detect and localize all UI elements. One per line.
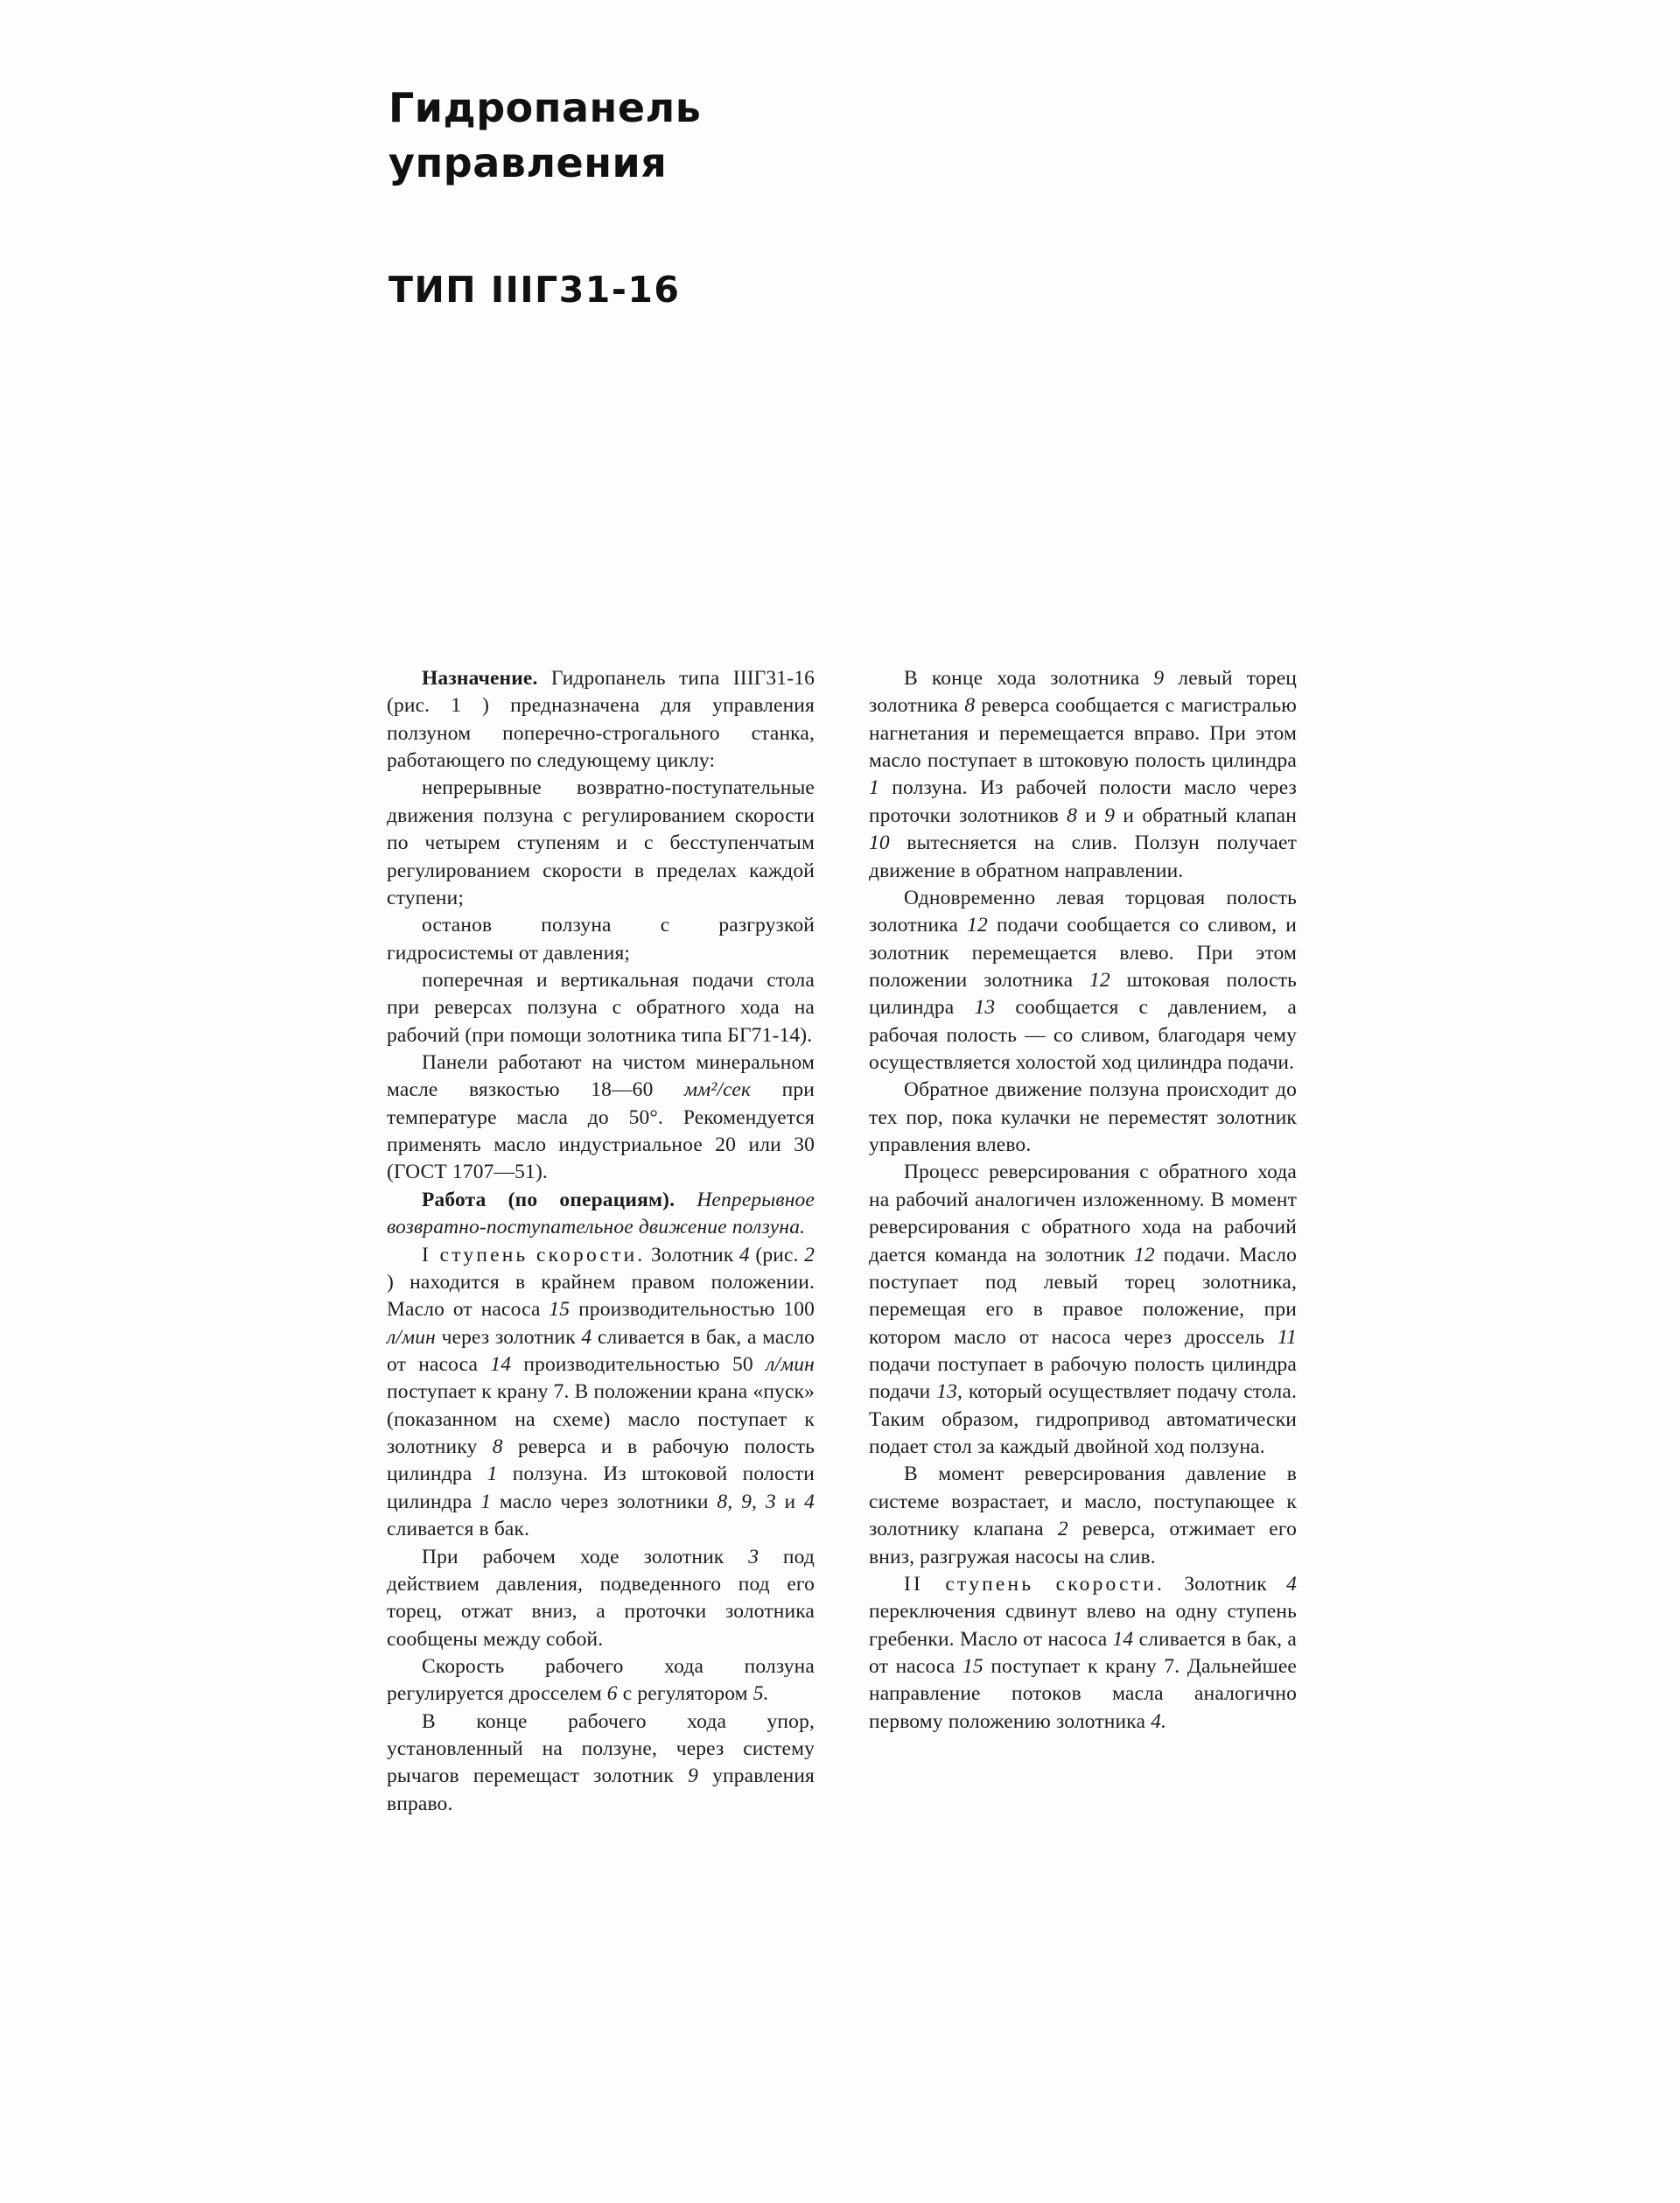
page-subtitle: ТИП IIIГ31-16 — [388, 268, 681, 311]
left-column-paragraph: Назначение. Гидропанель типа IIIГ31-16 (рис. 1 ) предназначена для управления ползуном поперечно-строгального станка, работающего по следующему циклу: — [387, 667, 815, 773]
left-column-paragraph: Панели работают на чистом минеральном масле вязкостью 18—60 мм²/сек при температуре масла до 50°. Рекомендуется применять масло индустриальное 20 или 30 (ГОСТ 1707—51). — [387, 1051, 815, 1184]
right-column-paragraph: Одновременно левая торцовая полость золотника 12 подачи сообщается со сливом, и золотник перемещается влево. При этом положении золотника 12 штоковая полость цилиндра 13 сообщается с давлением, а рабочая полость — со сливом, благодаря чему осуществляется холостой ход цилиндра подачи. — [869, 886, 1297, 1075]
left-column-paragraph: Работа (по операциям). Непрерывное возвратно-поступательное движение ползуна. — [387, 1188, 815, 1239]
right-column-paragraph: Процесс реверсирования с обратного хода на рабочий аналогичен изложенному. В момент реверсирования с обратного хода на рабочий дается команда на золотник 12 подачи. Масло поступает под левый торец золотника, перемещая его в правое положение, при котором масло от насоса через дроссель 11 подачи поступает в рабочую полость цилиндра подачи 13, который осуществляет подачу стола. Таким образом, гидропривод автоматически подает стол за каждый двойной ход ползуна. — [869, 1161, 1297, 1459]
left-text-column — [387, 665, 815, 1818]
right-column-paragraph: В момент реверсирования давление в системе возрастает, и масло, поступающее к золотнику клапана 2 реверса, отжимает его вниз, разгружая насосы на слив. — [869, 1463, 1297, 1568]
page-title-line-1: Гидропанель — [388, 84, 702, 131]
left-column-paragraph: непрерывные возвратно-поступательные движения ползуна с регулированием скорости по четырем ступеням и с бесступенчатым регулированием скорости в пределах каждой ступени; — [387, 776, 815, 909]
right-column-paragraph: В конце хода золотника 9 левый торец золотника 8 реверса сообщается с магистралью нагнетания и перемещается вправо. При этом масло поступает в штоковую полость цилиндра 1 ползуна. Из рабочей полости масло через проточки золотников 8 и 9 и обратный клапан 10 вытесняется на слив. Ползун получает движение в обратном направлении. — [869, 667, 1297, 882]
left-column-paragraph: I ступень скорости. Золотник 4 (рис. 2 ) находится в крайнем правом положении. Масло от насоса 15 производительностью 100 л/мин через золотник 4 сливается в бак, а масло от насоса 14 производительностью 50 л/мин поступает к крану 7. В положении крана «пуск» (показанном на схеме) масло поступает к золотнику 8 реверса и в рабочую полость цилиндра 1 ползуна. Из штоковой полости цилиндра 1 масло через золотники 8, 9, 3 и 4 сливается в бак. — [387, 1243, 815, 1541]
page-title-line-2: управления — [388, 139, 668, 187]
left-column-paragraph: Скорость рабочего хода ползуна регулируется дросселем 6 с регулятором 5. — [387, 1654, 815, 1706]
left-column-paragraph: останов ползуна с разгрузкой гидросистемы от давления; — [387, 914, 815, 965]
text-columns — [387, 665, 1297, 1818]
left-column-paragraph: В конце рабочего хода упор, установленный на ползуне, через систему рычагов перемещаст золотник 9 управления вправо. — [387, 1709, 816, 1815]
right-column-paragraph: II ступень скорости. Золотник 4 переключения сдвинут влево на одну ступень гребенки. Масло от насоса 14 сливается в бак, а от насоса 15 поступает к крану 7. Дальнейшее направление потоков масла аналогично первому положению золотника 4. — [869, 1572, 1297, 1733]
left-column-paragraph: При рабочем ходе золотник 3 под действием давления, подведенного под его торец, отжат вниз, а проточки золотника сообщены между собой. — [387, 1545, 815, 1651]
left-column-paragraph: поперечная и вертикальная подачи стола при реверсах ползуна с обратного хода на рабочий (при помощи золотника типа БГ71-14). — [387, 968, 815, 1047]
right-text-column — [869, 665, 1297, 1818]
title-block — [388, 81, 1176, 311]
right-column-paragraph: Обратное движение ползуна происходит до тех пор, пока кулачки не переместят золотник управления влево. — [869, 1078, 1297, 1157]
